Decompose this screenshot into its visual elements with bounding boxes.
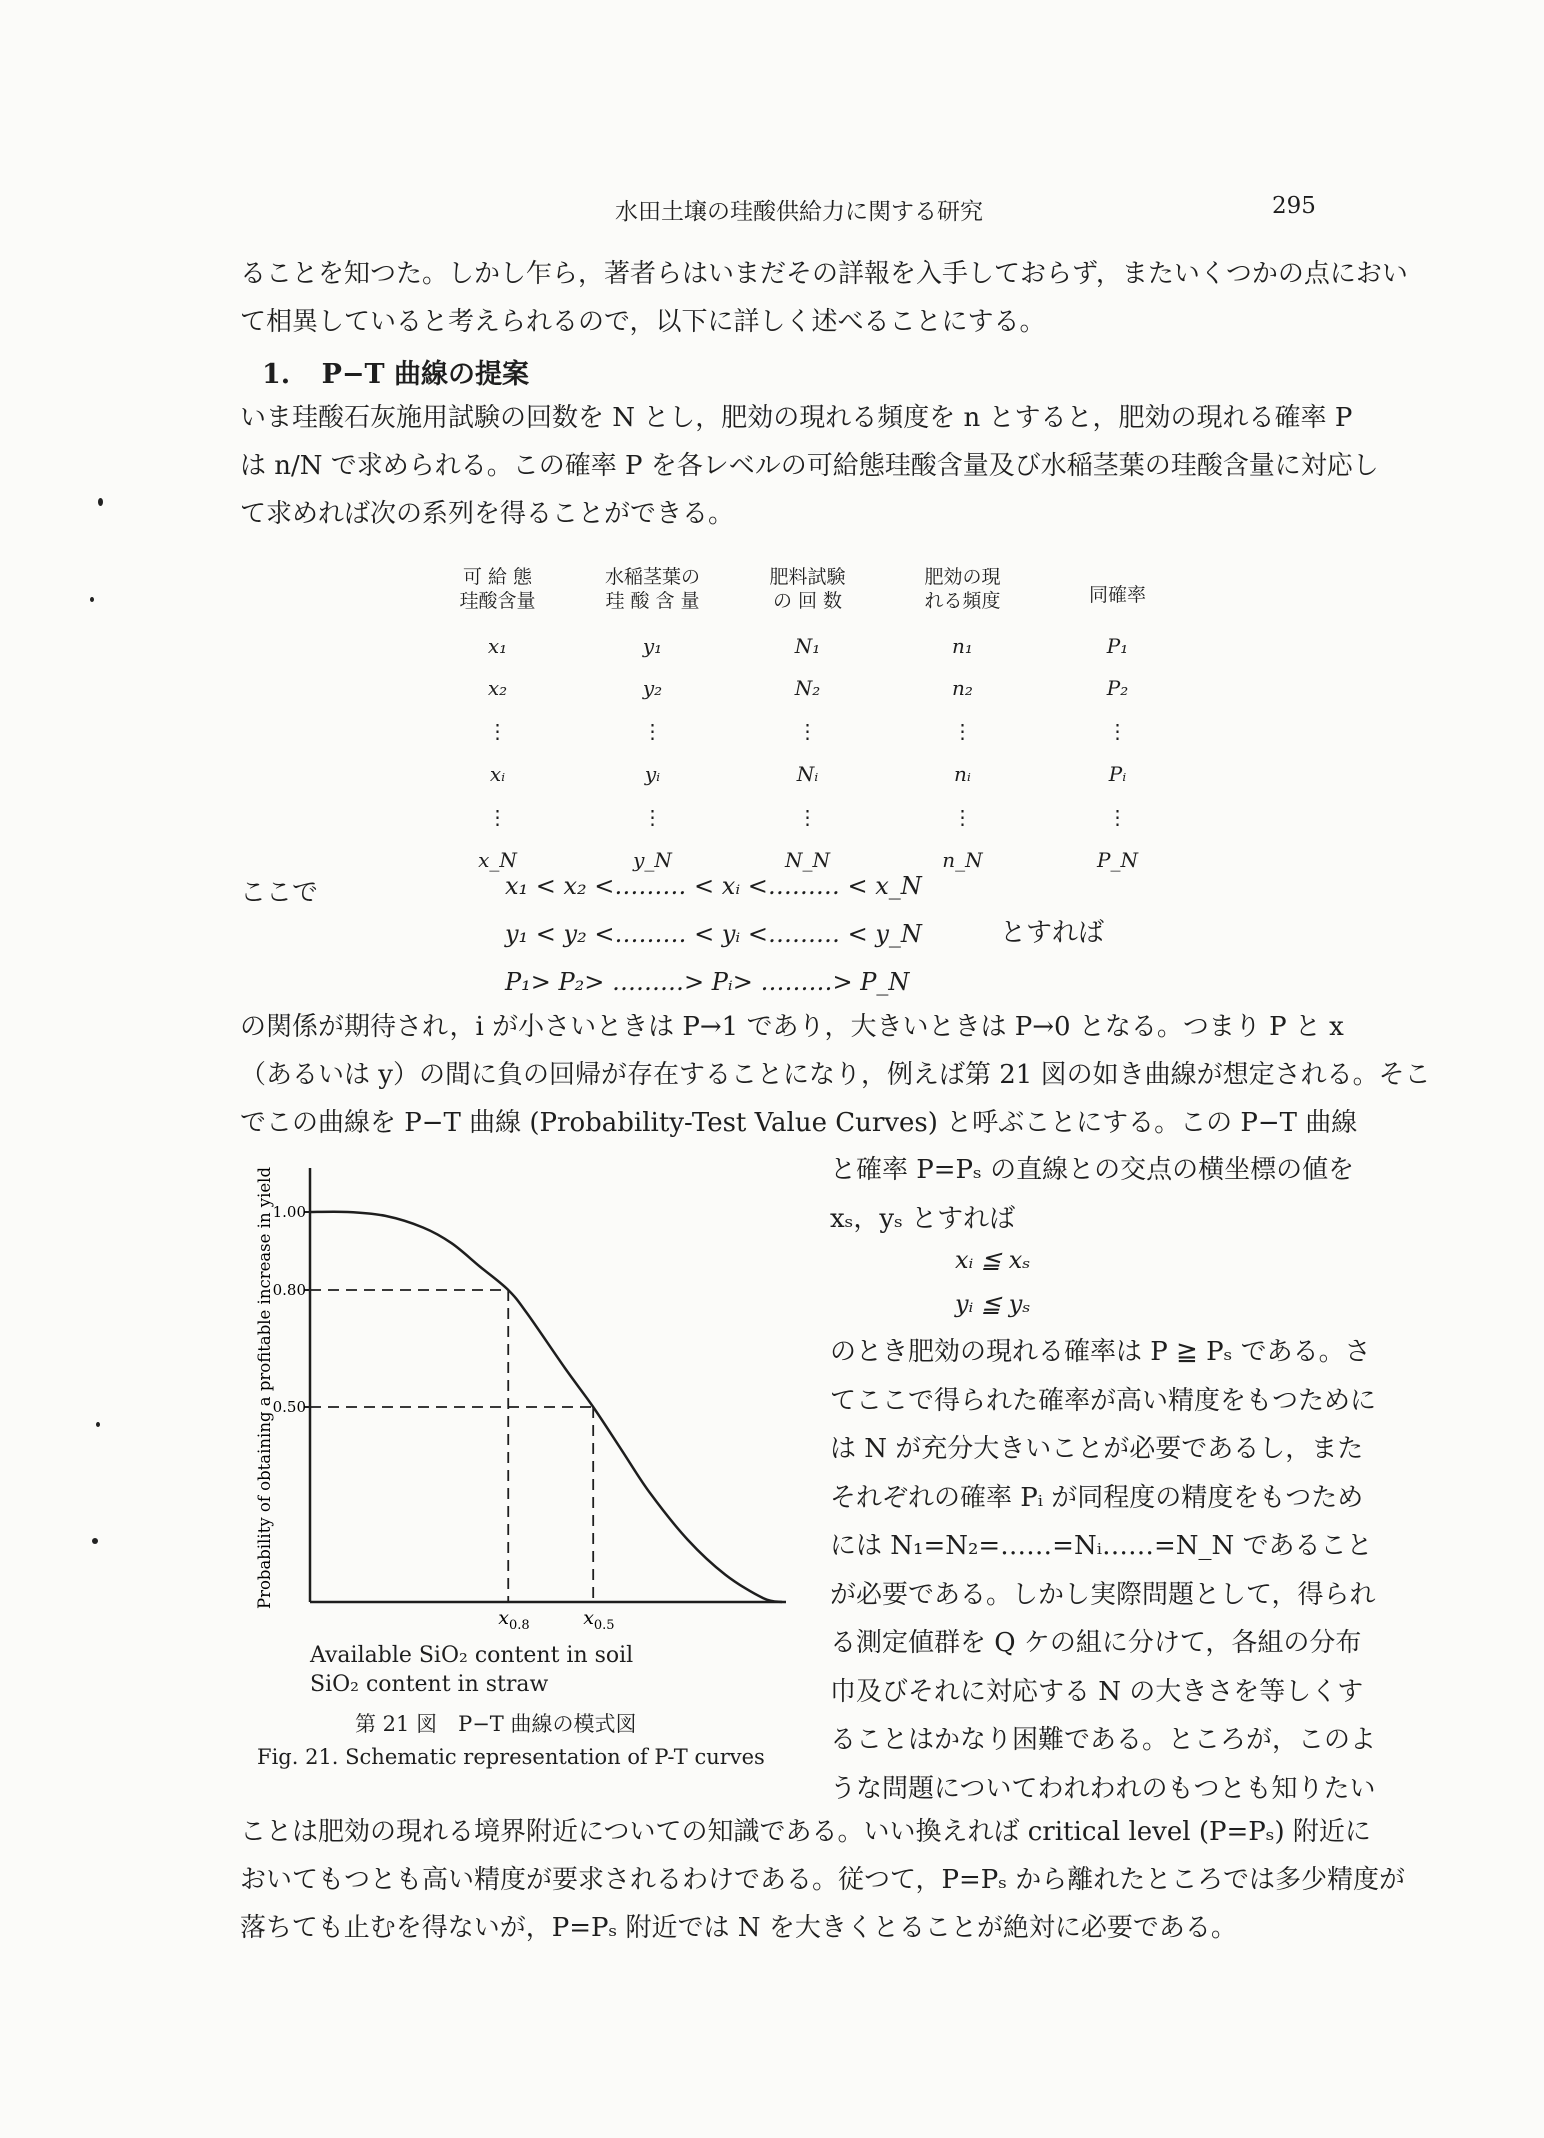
text-line: うな問題についてわれわれのもつとも知りたい (830, 1773, 1376, 1804)
table-cell: N₁ (794, 634, 821, 658)
text-line: いま珪酸石灰施用試験の回数を N とし，肥効の現れる頻度を n とすると，肥効の現れる確率 P (240, 403, 1353, 433)
text-line: ることはかなり困難である。ところが，このよ (830, 1725, 1377, 1755)
inequality-y: y₁ < y₂ <……… < yᵢ <……… < y_N (505, 920, 922, 948)
table-cell: nᵢ (954, 762, 971, 786)
x-tick-label: $x_{0.5}$ (583, 1607, 615, 1630)
text-line: xₛ，yₛ とすれば (830, 1203, 1016, 1234)
table-header-row (420, 565, 1195, 625)
section-heading (262, 352, 529, 391)
table-cell: xᵢ (489, 762, 506, 786)
y-tick-label: 0.50 (272, 1398, 306, 1416)
text-line: てここで得られた確率が高い精度をもつために (830, 1385, 1377, 1416)
series-table (420, 565, 1195, 881)
text-line: 巾及びそれに対応する N の大きさを等しくす (830, 1676, 1364, 1707)
table-cell: ⋮ (487, 805, 508, 829)
table-cell: N₂ (794, 676, 821, 700)
y-tick-label: 0.80 (272, 1281, 306, 1299)
table-cell: x₁ (487, 634, 508, 658)
table-cell: ⋮ (642, 805, 663, 829)
to-sureba-label: とすれば (1000, 918, 1105, 948)
table-cell: y₂ (642, 676, 663, 700)
pt-curve-chart (240, 1160, 810, 1630)
paragraph-3 (240, 1003, 1431, 1147)
table-row (420, 667, 1195, 709)
table-cell: Pᵢ (1108, 762, 1127, 786)
side-text-bottom (830, 1328, 1377, 1813)
figure-caption-jp: 第 21 図 P−T 曲線の模式図 (355, 1712, 637, 1736)
scan-speck (90, 597, 94, 602)
text-line: ることを知つた。しかし乍ら，著者らはいまだその詳報を入手しておらず，またいくつかの点におい (240, 259, 1408, 289)
table-header: 肥効の現 れる頻度 (924, 566, 1001, 612)
figure-xlabel-straw: SiO₂ content in straw (310, 1672, 549, 1697)
text-line: おいてもつとも高い精度が要求されるわけである。従つて，P=Pₛ から離れたところでは多少精度が (240, 1865, 1406, 1895)
table-cell: n₂ (952, 676, 973, 700)
table-cell: yᵢ (644, 762, 661, 786)
paragraph-bottom (240, 1808, 1406, 1952)
table-cell: N_N (785, 848, 830, 872)
table-row (420, 753, 1195, 795)
table-cell: P_N (1097, 848, 1138, 872)
scan-speck (96, 1422, 100, 1427)
text-line: は N が充分大きいことが必要であるし，また (830, 1434, 1364, 1464)
condition-x: xᵢ ≦ xₛ (955, 1246, 1031, 1274)
table-cell: x₂ (487, 676, 508, 700)
paragraph-2 (240, 394, 1379, 538)
table-header: 水稲茎葉の 珪 酸 含 量 (604, 566, 700, 612)
table-cell: ⋮ (797, 805, 818, 829)
text-line: のとき肥効の現れる確率は P ≧ Pₛ である。さ (830, 1337, 1371, 1367)
text-line: る測定値群を Q ケの組に分けて，各組の分布 (830, 1628, 1362, 1658)
table-cell: n_N (942, 848, 983, 872)
y-axis-label: Probability of obtaining a profitable increase in yield (255, 1166, 274, 1610)
table-cell: n₁ (952, 634, 973, 658)
text-line: それぞれの確率 Pᵢ が同程度の精度をもつため (830, 1482, 1364, 1513)
table-cell: Nᵢ (796, 762, 819, 786)
table-row (420, 625, 1195, 667)
table-cell: ⋮ (487, 719, 508, 743)
scan-speck (98, 498, 103, 506)
table-cell: ⋮ (642, 719, 663, 743)
table-cell: y₁ (642, 634, 663, 658)
page-number: 295 (1272, 193, 1316, 219)
table-cell: y_N (633, 848, 672, 872)
text-line: て求めれば次の系列を得ることができる。 (240, 499, 735, 529)
text-line: （あるいは y）の間に負の回帰が存在することになり，例えば第 21 図の如き曲線が想定される。そこ (240, 1060, 1431, 1090)
side-text-top (830, 1146, 1355, 1243)
table-header: 同確率 (1088, 584, 1146, 606)
table-header: 可 給 態 珪酸含量 (459, 566, 536, 612)
table-cell: P₁ (1106, 634, 1129, 658)
figure-caption-en: Fig. 21. Schematic representation of P-T curves (257, 1745, 765, 1769)
text-line: でこの曲線を P−T 曲線 (Probability-Test Value Curves) と呼ぶことにする。この P−T 曲線 (240, 1108, 1358, 1138)
x-tick-label: $x_{0.8}$ (498, 1607, 530, 1630)
text-line: は n/N で求められる。この確率 P を各レベルの可給態珪酸含量及び水稲茎葉の珪酸含量に対応し (240, 451, 1379, 481)
table-cell: ⋮ (1107, 805, 1128, 829)
text-line: て相異していると考えられるので，以下に詳しく述べることにする。 (240, 307, 1046, 337)
text-line: と確率 P=Pₛ の直線との交点の横坐標の値を (830, 1155, 1355, 1185)
table-row (420, 709, 1195, 753)
table-cell: ⋮ (952, 805, 973, 829)
table-cell: ⋮ (952, 719, 973, 743)
y-tick-label: 1.00 (272, 1203, 306, 1221)
table-cell: x_N (478, 848, 517, 872)
table-row (420, 795, 1195, 839)
section-number: 1. (262, 359, 291, 390)
condition-y: yᵢ ≦ yₛ (955, 1290, 1031, 1318)
intro-paragraph (240, 250, 1408, 346)
inequality-p: P₁> P₂> ………> Pᵢ> ………> P_N (505, 968, 910, 996)
inequality-x: x₁ < x₂ <……… < xᵢ <……… < x_N (505, 872, 922, 900)
running-title: 水田土壌の珪酸供給力に関する研究 (615, 199, 983, 225)
scan-speck (92, 1538, 98, 1544)
text-line: が必要である。しかし実際問題として，得られ (830, 1579, 1376, 1610)
table-cell: P₂ (1106, 676, 1129, 700)
section-title: P−T 曲線の提案 (321, 359, 530, 390)
table-cell: ⋮ (1107, 719, 1128, 743)
text-line: の関係が期待され，i が小さいときは P→1 であり，大きいときは P→0 となる。つまり P と x (240, 1012, 1344, 1042)
text-line: には N₁=N₂=……=Nᵢ……=N_N であること (830, 1531, 1373, 1561)
text-line: 落ちても止むを得ないが，P=Pₛ 附近では N を大きくとることが絶対に必要である。 (240, 1913, 1237, 1943)
table-header: 肥料試験 の 回 数 (769, 566, 846, 612)
figure-xlabel-soil: Available SiO₂ content in soil (310, 1643, 634, 1668)
text-line: ことは肥効の現れる境界附近についての知識である。いい換えれば critical level (P=Pₛ) 附近に (240, 1817, 1371, 1847)
table-cell: ⋮ (797, 719, 818, 743)
koko-de-label: ここで (240, 878, 319, 908)
